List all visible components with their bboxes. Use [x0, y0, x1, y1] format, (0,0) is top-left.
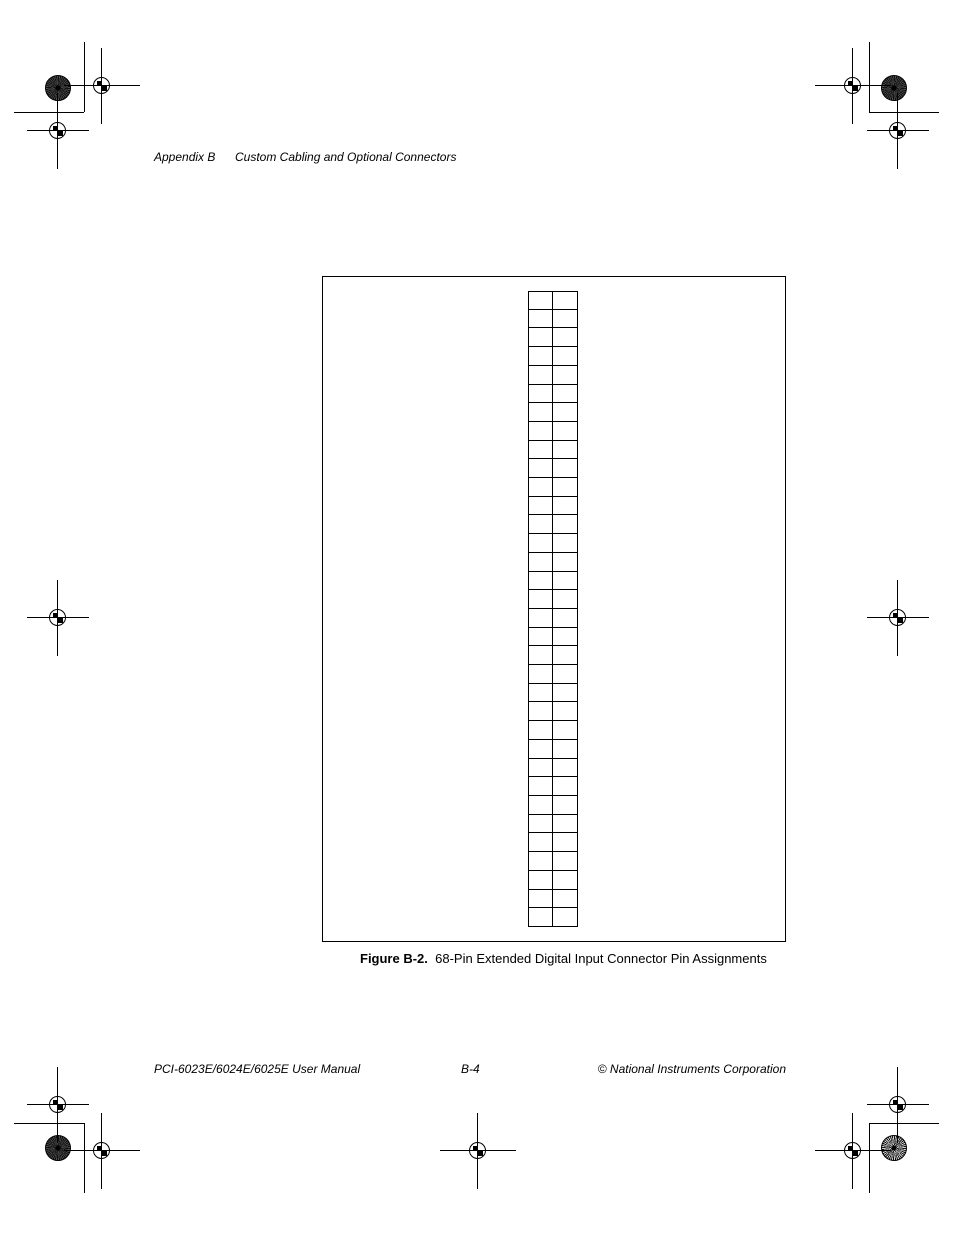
connector-pin-cell [553, 665, 578, 684]
connector-pin-cell [553, 759, 578, 778]
connector-pin-cell [528, 385, 553, 404]
connector-pin-cell [528, 852, 553, 871]
trim-line [14, 112, 84, 113]
connector-pin-cell [553, 777, 578, 796]
trim-line [869, 1123, 870, 1193]
connector-pin-cell [553, 422, 578, 441]
connector-pin-cell [553, 890, 578, 909]
crosshair-icon [897, 130, 898, 131]
connector-pin-cell [528, 459, 553, 478]
connector-pin-cell [528, 497, 553, 516]
crosshair-icon [897, 1104, 898, 1105]
connector-pin-cell [528, 403, 553, 422]
connector-pin-cell [553, 291, 578, 310]
crosshair-icon [101, 1150, 102, 1151]
connector-pin-cell [553, 553, 578, 572]
connector-pin-cell [528, 815, 553, 834]
connector-pin-cell [528, 684, 553, 703]
connector-pin-cell [528, 833, 553, 852]
connector-pin-cell [528, 759, 553, 778]
connector-pin-cell [528, 721, 553, 740]
trim-line [84, 42, 85, 112]
crosshair-icon [57, 130, 58, 131]
figure-caption [360, 951, 767, 966]
connector-pin-cell [553, 572, 578, 591]
crosshair-icon [852, 85, 853, 86]
connector-pin-cell [528, 871, 553, 890]
connector-pin-cell [528, 366, 553, 385]
header-chapter-title: Custom Cabling and Optional Connectors [235, 150, 457, 164]
connector-pin-cell [528, 572, 553, 591]
connector-pin-cell [553, 852, 578, 871]
connector-pin-cell [528, 665, 553, 684]
connector-pin-cell [553, 310, 578, 329]
crosshair-icon [852, 1150, 853, 1151]
connector-pin-cell [553, 796, 578, 815]
connector-pin-cell [553, 721, 578, 740]
connector-pin-cell [553, 347, 578, 366]
connector-pin-cell [553, 833, 578, 852]
connector-pin-grid [528, 291, 578, 927]
connector-pin-cell [553, 459, 578, 478]
connector-pin-cell [553, 328, 578, 347]
trim-line [869, 1123, 939, 1124]
connector-pin-cell [528, 441, 553, 460]
pin-column-right [553, 291, 578, 927]
connector-pin-cell [553, 366, 578, 385]
connector-pin-cell [553, 684, 578, 703]
connector-pin-cell [528, 890, 553, 909]
trim-line [84, 1123, 85, 1193]
connector-pin-cell [528, 646, 553, 665]
connector-pin-cell [528, 628, 553, 647]
connector-pin-cell [553, 534, 578, 553]
connector-pin-cell [528, 515, 553, 534]
connector-pin-cell [528, 347, 553, 366]
connector-pin-cell [553, 478, 578, 497]
connector-pin-cell [528, 534, 553, 553]
connector-pin-cell [553, 871, 578, 890]
connector-pin-cell [528, 310, 553, 329]
connector-pin-cell [528, 478, 553, 497]
connector-pin-cell [553, 908, 578, 927]
connector-pin-cell [528, 553, 553, 572]
crosshair-icon [101, 85, 102, 86]
connector-pin-cell [553, 590, 578, 609]
connector-pin-cell [528, 796, 553, 815]
connector-pin-cell [553, 403, 578, 422]
connector-pin-cell [553, 740, 578, 759]
connector-pin-cell [553, 815, 578, 834]
running-header [154, 150, 457, 164]
header-appendix: Appendix B [154, 150, 216, 164]
connector-pin-cell [553, 702, 578, 721]
connector-pin-cell [528, 291, 553, 310]
connector-pin-cell [528, 609, 553, 628]
crosshair-icon [897, 617, 898, 618]
connector-pin-cell [528, 908, 553, 927]
figure-number: Figure B-2. [360, 951, 428, 966]
connector-pin-cell [528, 422, 553, 441]
connector-pin-cell [553, 515, 578, 534]
registration-starburst-icon [881, 1135, 907, 1161]
trim-line [869, 42, 870, 112]
connector-pin-cell [528, 740, 553, 759]
connector-pin-cell [553, 646, 578, 665]
registration-starburst-icon [45, 1135, 71, 1161]
trim-line [14, 1123, 84, 1124]
connector-pin-cell [553, 609, 578, 628]
registration-starburst-icon [881, 75, 907, 101]
crosshair-icon [57, 1104, 58, 1105]
connector-pin-cell [528, 328, 553, 347]
connector-pin-cell [553, 628, 578, 647]
registration-starburst-icon [45, 75, 71, 101]
connector-pin-cell [553, 385, 578, 404]
figure-title: 68-Pin Extended Digital Input Connector Pin Assignments [435, 951, 767, 966]
connector-pin-cell [528, 702, 553, 721]
connector-pin-cell [528, 777, 553, 796]
footer-page-number: B-4 [461, 1062, 480, 1076]
connector-pin-cell [553, 497, 578, 516]
trim-line [869, 112, 939, 113]
connector-pin-cell [528, 590, 553, 609]
crosshair-icon [57, 617, 58, 618]
footer-copyright: © National Instruments Corporation [597, 1062, 786, 1076]
connector-pin-cell [553, 441, 578, 460]
pin-column-left [528, 291, 553, 927]
footer-manual-title: PCI-6023E/6024E/6025E User Manual [154, 1062, 361, 1076]
crosshair-icon [477, 1150, 478, 1151]
